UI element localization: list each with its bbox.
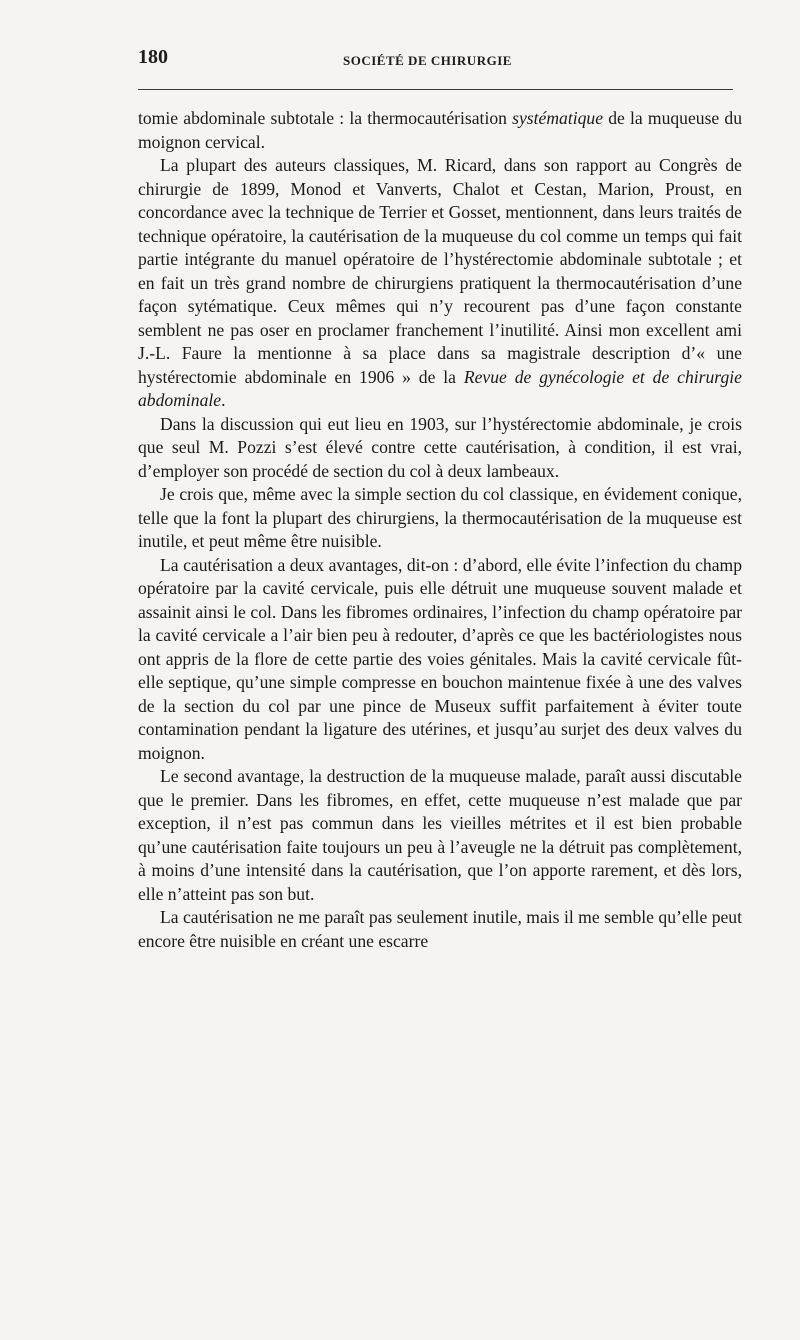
- page-header: [138, 46, 738, 76]
- paragraph: Je crois que, même avec la simple section du col classique, en évidement conique, telle que la font la plupart des chirurgiens, la thermocautérisation de la muqueuse est inutile, et peut même être nuisible.: [138, 484, 742, 551]
- text-run: .: [221, 390, 226, 410]
- running-head: SOCIÉTÉ DE CHIRURGIE: [343, 53, 512, 68]
- text-run: La plupart des auteurs classiques, M. Ricard, dans son rapport au Congrès de chirurgie de 1899, Monod et Vanverts, Chalot et Cestan, Marion, Proust, en concordance avec la technique de Terrier et Gosset, mentionnent, dans leurs traités de technique opératoire, la cautérisation de la muqueuse du col comme un temps qui fait partie intégrante du manuel opératoire de l’hystérectomie abdominale subtotale ; et en fait un très grand nombre de chirurgiens pratiquent la thermocautérisation d’une façon sytématique. Ceux mêmes qui n’y recourent pas d’une façon constante semblent ne pas oser en proclamer franchement l’inutilité. Ainsi mon excellent ami J.-L. Faure la mentionne à sa place dans sa magistrale description d’« une hystérectomie abdominale en 1906 » de la: [138, 155, 742, 387]
- paragraph: Le second avantage, la destruction de la muqueuse malade, paraît aussi discutable que le premier. Dans les fibromes, en effet, cette muqueuse n’est malade que par exception, il n’est pas commun dans les vieilles métrites et il est bien probable qu’une cautérisation faite toujours un peu à l’aveugle ne la détruit pas complètement, à moins d’une intensité dans la cautérisation, que l’on apporte rarement, et dès lors, elle n’atteint pas son but.: [138, 766, 742, 904]
- paragraph-continuation: [138, 107, 742, 154]
- text-run: tomie abdominale subtotale : la thermocautérisation: [138, 108, 513, 128]
- paragraph: [138, 154, 742, 413]
- page-number: 180: [138, 46, 168, 68]
- body-text: [138, 107, 742, 953]
- italic-text-run: systématique: [512, 108, 604, 128]
- paragraph: Dans la discussion qui eut lieu en 1903, sur l’hystérectomie abdominale, je crois que seul M. Pozzi s’est élevé contre cette cautérisation, à condition, il est vrai, d’employer son procédé de section du col à deux lambeaux.: [138, 413, 742, 481]
- paragraph: La cautérisation ne me paraît pas seulement inutile, mais il me semble qu’elle peut encore être nuisible en créant une escarre: [138, 907, 742, 951]
- text-run: de la muqueuse du moignon cervical.: [138, 108, 743, 152]
- italic-text-run: Revue de gynécologie et de chirurgie abdominale: [138, 366, 742, 410]
- paragraph: La cautérisation a deux avantages, dit-on : d’abord, elle évite l’infection du champ opératoire par la cavité cervicale, puis elle détruit une muqueuse souvent malade et assainit ainsi le col. Dans les fibromes ordinaires, l’infection du champ opératoire par la cavité cervicale a l’air bien peu à redouter, d’après ce que les bactériologistes nous ont appris de la flore de cette partie des voies génitales. Mais la cavité cervicale fût-elle septique, qu’une simple compresse en bouchon maintenue fixée à une des valves de la section du col par une pince de Museux suffit parfaitement à éviter toute contamination pendant la ligature des utérines, et jusqu’au surjet des deux valves du moignon.: [138, 554, 742, 763]
- header-rule: [138, 89, 733, 90]
